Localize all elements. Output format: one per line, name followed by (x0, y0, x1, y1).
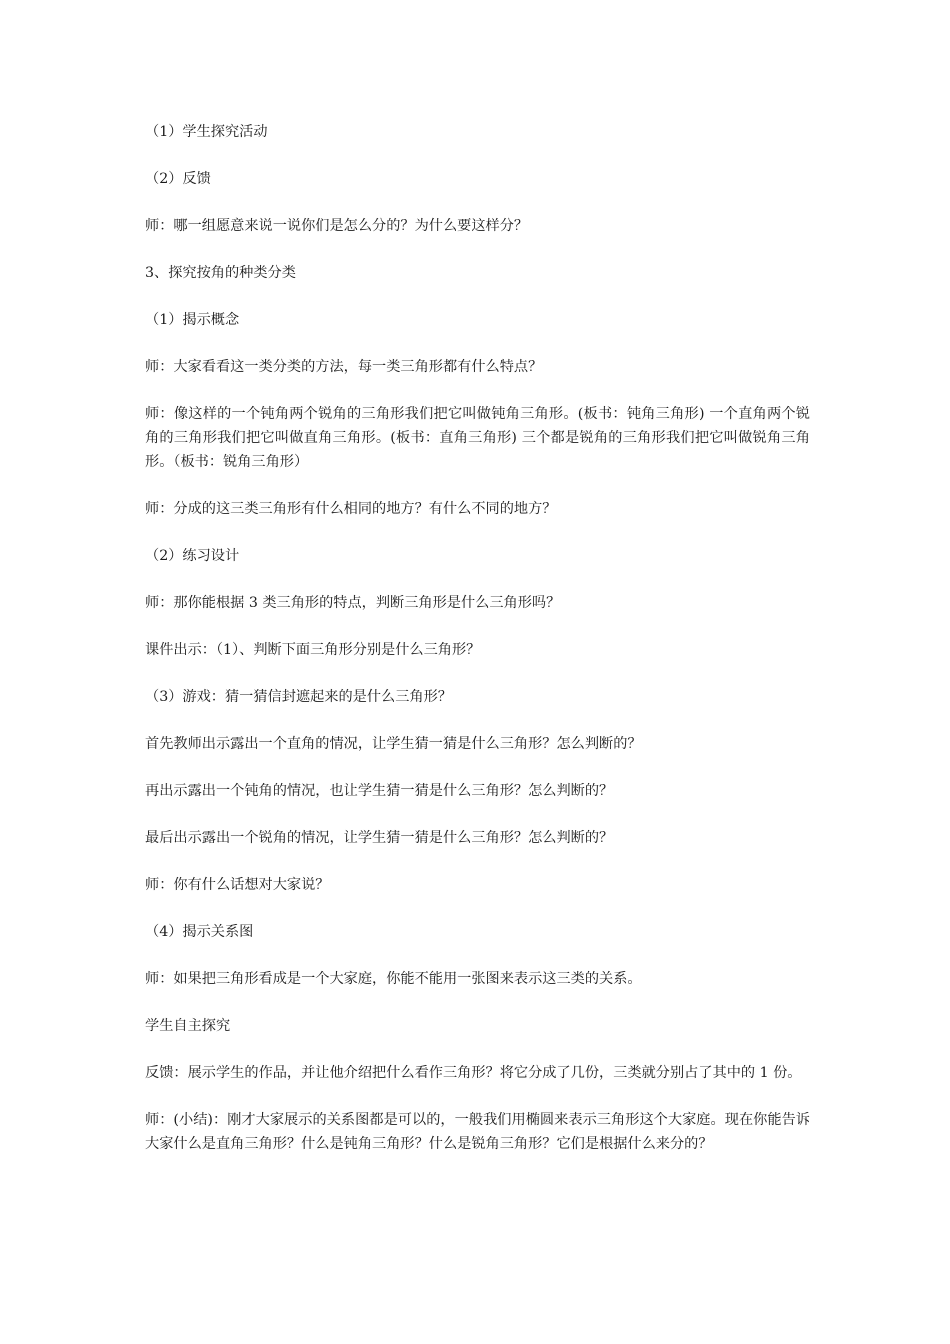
paragraph-reveal-concept: （1）揭示概念 (145, 312, 240, 328)
paragraph-teacher-share: 师：你有什么话想对大家说？ (145, 877, 330, 893)
paragraph-teacher-question: 师：哪一组愿意来说一说你们是怎么分的？为什么要这样分？ (145, 218, 529, 234)
paragraph-independent-exploration: 学生自主探究 (145, 1018, 231, 1034)
paragraph-acute-angle-guess: 最后出示露出一个锐角的情况，让学生猜一猜是什么三角形？怎么判断的？ (145, 830, 614, 846)
paragraph-teacher-definitions: 师：像这样的一个钝角两个锐角的三角形我们把它叫做钝角三角形。(板书：钝角三角形) 一个直角两个锐角的三角形我们把它叫做直角三角形。(板书：直角三角形) 三个都是锐角的三角形我们把它叫做锐角三角形。（板书：锐角三角形） (145, 406, 810, 470)
paragraph-summary: 师：(小结)：刚才大家展示的关系图都是可以的，一般我们用椭圆来表示三角形这个大家庭。现在你能告诉大家什么是直角三角形？什么是钝角三角形？什么是锐角三角形？它们是根据什么来分的？ (145, 1112, 810, 1152)
section-heading-angle-classification: 3、探究按角的种类分类 (145, 265, 296, 281)
paragraph-relationship-diagram: （4）揭示关系图 (145, 924, 254, 940)
paragraph-teacher-family: 师：如果把三角形看成是一个大家庭，你能不能用一张图来表示这三类的关系。 (145, 971, 642, 987)
paragraph-courseware: 课件出示：（1）、判断下面三角形分别是什么三角形？ (145, 642, 481, 658)
paragraph-obtuse-angle-guess: 再出示露出一个钝角的情况，也让学生猜一猜是什么三角形？怎么判断的？ (145, 783, 614, 799)
paragraph-game: （3）游戏：猜一猜信封遮起来的是什么三角形？ (145, 689, 452, 705)
paragraph-teacher-judge: 师：那你能根据 3 类三角形的特点，判断三角形是什么三角形吗？ (145, 595, 561, 611)
document-page (145, 120, 810, 1179)
paragraph-student-activity: （1）学生探究活动 (145, 124, 268, 140)
paragraph-teacher-compare: 师：分成的这三类三角形有什么相同的地方？有什么不同的地方？ (145, 501, 557, 517)
paragraph-practice-design: （2）练习设计 (145, 548, 240, 564)
paragraph-right-angle-guess: 首先教师出示露出一个直角的情况，让学生猜一猜是什么三角形？怎么判断的？ (145, 736, 642, 752)
paragraph-feedback: （2）反馈 (145, 171, 211, 187)
paragraph-feedback-works: 反馈：展示学生的作品，并让他介绍把什么看作三角形？将它分成了几份，三类就分别占了其中的 1 份。 (145, 1065, 802, 1081)
paragraph-teacher-features: 师：大家看看这一类分类的方法，每一类三角形都有什么特点？ (145, 359, 543, 375)
